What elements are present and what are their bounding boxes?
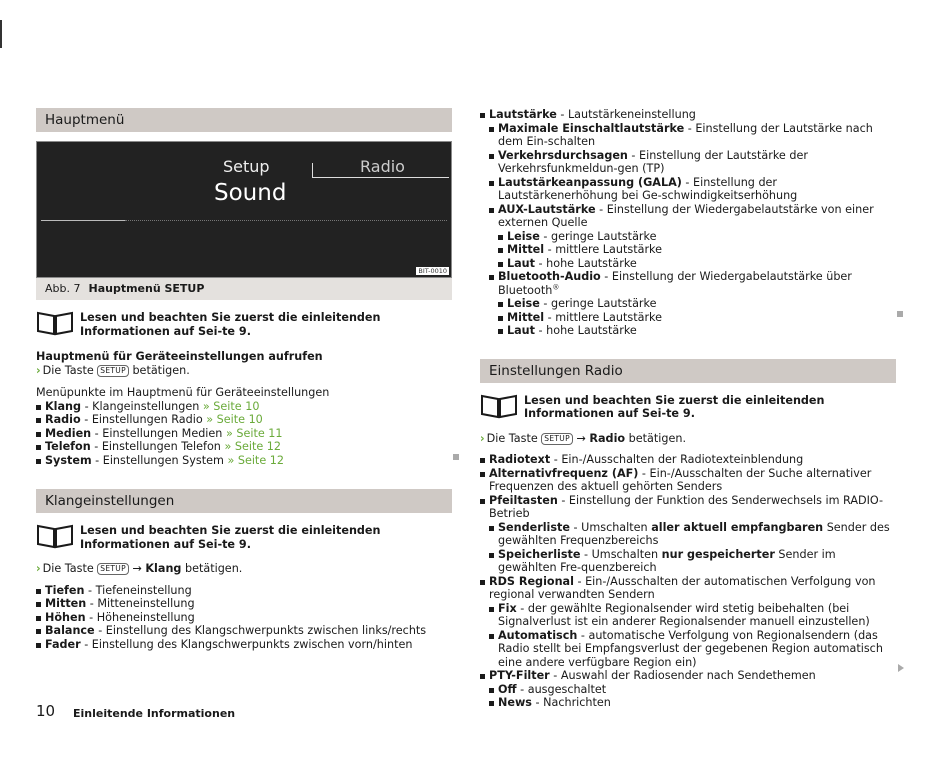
list-item xyxy=(489,149,896,176)
list-item xyxy=(36,454,452,468)
item-desc: - geringe Lautstärke xyxy=(539,229,657,243)
item-term: Verkehrsdurchsagen xyxy=(498,148,628,162)
list-item xyxy=(489,602,896,629)
list-item xyxy=(498,297,896,311)
list-item xyxy=(489,203,896,230)
figure-code: BIT-0010 xyxy=(418,267,447,275)
setup-key: SETUP xyxy=(97,563,129,575)
item-term: AUX-Lautstärke xyxy=(498,202,596,216)
list-item xyxy=(480,467,896,494)
item-desc: - hohe Lautstärke xyxy=(535,324,637,337)
item-desc: - Einstellungen Radio xyxy=(80,413,207,426)
item-term: Fader xyxy=(45,637,81,651)
step-text: Die Taste xyxy=(486,431,538,445)
item-term: Telefon xyxy=(45,440,91,453)
item-desc: - Ein-/Ausschalten der Suche alternativer Frequenzen des aktuell gehörten Senders xyxy=(489,466,872,493)
item-desc: - Einstellung der Wiedergabelautstärke über Bluetooth xyxy=(498,270,852,297)
item-desc: - Klangeinstellungen xyxy=(81,399,203,413)
list-item xyxy=(480,108,896,122)
item-desc: - Ein-/Ausschalten der Radiotexteinblendung xyxy=(550,453,804,466)
item-desc: - Einstellungen System xyxy=(91,453,228,467)
section-end-marker xyxy=(453,454,459,460)
open-book-icon xyxy=(36,523,74,549)
screen-dotted-line xyxy=(125,220,447,221)
list-item xyxy=(36,638,452,652)
list-item xyxy=(36,427,452,441)
list-item xyxy=(36,611,452,625)
list-item xyxy=(498,311,896,325)
step-arrow-icon: › xyxy=(36,562,41,575)
page-link[interactable]: » Seite 10 xyxy=(206,413,263,426)
list-item xyxy=(489,176,896,203)
item-term: Lautstärke xyxy=(489,108,557,121)
item-emphasis: aller aktuell empfangbaren xyxy=(651,520,824,534)
item-term: RDS Regional xyxy=(489,574,574,588)
right-column xyxy=(480,108,896,710)
note-text: Lesen und beachten Sie zuerst die einleitenden Informationen auf Sei-te 9. xyxy=(80,524,381,551)
item-desc: - automatische Verfolgung von Regionalsendern (das Radio stellt bei Empfangsverlust der gegebenen Region automatisch eine andere verfügbare Region ein) xyxy=(498,628,883,669)
setup-key: SETUP xyxy=(541,433,573,445)
screen-sound-label: Sound xyxy=(214,180,287,206)
list-item xyxy=(498,324,896,338)
item-term: Balance xyxy=(45,624,95,637)
item-desc: - Einstellungen Telefon xyxy=(90,440,225,453)
item-term: Maximale Einschaltlautstärke xyxy=(498,121,685,135)
page-link[interactable]: » Seite 10 xyxy=(202,399,260,413)
list-item xyxy=(36,584,452,598)
step-arrow-icon: › xyxy=(480,431,485,445)
page-link[interactable]: » Seite 12 xyxy=(224,440,282,453)
item-desc: - Auswahl der Radiosender nach Sendethemen xyxy=(549,669,816,682)
item-term: Radiotext xyxy=(489,453,551,466)
screen-selection-line xyxy=(41,220,125,221)
item-desc: - Umschalten xyxy=(570,520,652,534)
item-term: Leise xyxy=(507,297,540,310)
open-book-icon xyxy=(480,393,518,419)
item-desc: - mittlere Lautstärke xyxy=(544,243,663,256)
list-item xyxy=(36,413,452,427)
step-target: Radio xyxy=(589,431,626,445)
item-term: Medien xyxy=(45,426,92,440)
list-item xyxy=(489,696,896,710)
item-desc: - Einstellung des Klangschwerpunkts zwischen links/rechts xyxy=(94,624,427,637)
step-arrow-icon: › xyxy=(36,363,41,377)
left-column xyxy=(36,108,452,651)
note-block xyxy=(36,310,452,338)
item-desc: - Lautstärkeneinstellung xyxy=(556,108,696,121)
item-desc: - mittlere Lautstärke xyxy=(544,310,663,324)
list-item xyxy=(480,453,896,467)
section-heading-klang: Klangeinstellungen xyxy=(36,489,452,513)
list-item xyxy=(480,494,896,521)
item-term: Tiefen xyxy=(45,583,85,597)
item-desc: - Ein-/Ausschalten der automatischen Verfolgung von regional verwandten Sendern xyxy=(489,574,876,601)
list-item xyxy=(489,548,896,575)
item-term: Off xyxy=(498,682,517,696)
list-item xyxy=(489,521,896,548)
list-item xyxy=(489,122,896,149)
screen-setup-label: Setup xyxy=(223,157,270,176)
list-item xyxy=(36,597,452,611)
intro-text: Menüpunkte im Hauptmenü für Geräteeinstellungen xyxy=(36,386,330,399)
list-item xyxy=(489,629,896,670)
item-term: Radio xyxy=(45,413,81,426)
item-desc: - Einstellung der Lautstärke der Verkehrsfunkmeldun-gen (TP) xyxy=(498,148,808,175)
item-desc: - Einstellungen Medien xyxy=(91,426,226,440)
figure-caption xyxy=(36,278,452,300)
step-text: Die Taste xyxy=(42,363,94,377)
registered-mark: ® xyxy=(552,282,560,291)
item-term: Lautstärkeanpassung (GALA) xyxy=(498,175,682,189)
continue-arrow-icon xyxy=(898,664,904,672)
item-emphasis: nur gespeicherter xyxy=(661,547,775,561)
item-desc: - Umschalten xyxy=(580,547,662,561)
item-desc: - Mitteneinstellung xyxy=(86,597,195,610)
item-desc: - Einstellung der Funktion des Senderwechsels im RADIO-Betrieb xyxy=(489,493,884,520)
caption-label: Abb. 7 xyxy=(45,282,81,295)
screen-radio-label: Radio xyxy=(360,157,405,176)
note-block xyxy=(480,393,896,421)
list-item xyxy=(36,624,452,638)
section-heading-hauptmenu: Hauptmenü xyxy=(36,108,452,132)
item-term: Automatisch xyxy=(498,628,578,642)
item-term: PTY-Filter xyxy=(489,669,550,682)
step-arrow: → xyxy=(132,562,142,575)
item-desc: - Nachrichten xyxy=(531,696,611,709)
item-desc: - Einstellung der Wiedergabelautstärke von einer externen Quelle xyxy=(498,202,874,229)
item-desc: - Höheneinstellung xyxy=(85,610,195,624)
item-term: Mittel xyxy=(507,310,545,324)
list-item xyxy=(480,669,896,683)
section-end-marker xyxy=(897,311,903,317)
item-term: Laut xyxy=(507,324,535,337)
item-term: Fix xyxy=(498,601,517,615)
open-book-icon xyxy=(36,310,74,336)
item-desc: - der gewählte Regionalsender wird stetig beibehalten (bei Signalverlust ist ein anderer Regionalsender manuell einzustellen) xyxy=(498,601,870,628)
item-term: Höhen xyxy=(45,610,86,624)
footer-section-title: Einleitende Informationen xyxy=(73,707,236,720)
list-item xyxy=(480,575,896,602)
item-term: Alternativfrequenz (AF) xyxy=(489,466,639,480)
step-arrow: → xyxy=(576,431,586,445)
item-desc: Sender im gewählten Fre-quenzbereich xyxy=(498,547,836,574)
item-term: News xyxy=(498,696,532,709)
list-item xyxy=(498,230,896,244)
crop-mark xyxy=(0,20,2,48)
note-text: Lesen und beachten Sie zuerst die einleitenden Informationen auf Sei-te 9. xyxy=(524,393,825,420)
page-number: 10 xyxy=(36,702,56,720)
page-link[interactable]: » Seite 12 xyxy=(227,453,284,467)
item-term: Mitten xyxy=(45,597,87,610)
step-text: betätigen. xyxy=(628,431,687,445)
item-desc: - geringe Lautstärke xyxy=(539,297,657,310)
item-term: Bluetooth-Audio xyxy=(498,270,601,283)
item-desc: - Einstellung der Lautstärkenerhöhung bei Ge-schwindigkeitserhöhung xyxy=(498,175,798,202)
item-term: Senderliste xyxy=(498,520,570,534)
item-desc: - Tiefeneinstellung xyxy=(84,583,192,597)
item-desc: - Einstellung des Klangschwerpunkts zwischen vorn/hinten xyxy=(80,637,413,651)
list-item xyxy=(498,243,896,257)
step-text: betätigen. xyxy=(132,363,190,377)
item-term: Leise xyxy=(507,229,540,243)
section-heading-radio: Einstellungen Radio xyxy=(480,359,896,383)
list-item xyxy=(498,257,896,271)
list-item xyxy=(489,270,896,297)
step-text: Die Taste xyxy=(42,562,94,575)
step-line xyxy=(36,364,452,378)
step-line xyxy=(480,432,896,446)
item-term: Pfeiltasten xyxy=(489,493,558,507)
item-desc: - Einstellung der Lautstärke nach dem Ein-schalten xyxy=(498,121,873,148)
item-desc: - hohe Lautstärke xyxy=(535,256,637,270)
caption-title: Hauptmenü SETUP xyxy=(88,282,205,295)
page-link[interactable]: » Seite 11 xyxy=(225,426,283,440)
step-text: betätigen. xyxy=(184,562,243,575)
note-block xyxy=(36,523,452,551)
item-term: Mittel xyxy=(507,243,545,256)
note-text: Lesen und beachten Sie zuerst die einleitenden Informationen auf Sei-te 9. xyxy=(80,311,381,338)
item-desc: Sender des gewählten Frequenzbereichs xyxy=(498,520,890,547)
subheading: Hauptmenü für Geräteeinstellungen aufrufen xyxy=(36,350,323,363)
setup-key: SETUP xyxy=(97,365,129,377)
list-item xyxy=(36,400,452,414)
item-term: Klang xyxy=(45,399,82,413)
figure-setup-screen xyxy=(36,141,452,278)
item-term: System xyxy=(45,453,92,467)
step-line xyxy=(36,562,452,576)
item-desc: - ausgeschaltet xyxy=(516,682,607,696)
step-target: Klang xyxy=(145,562,182,575)
list-item xyxy=(489,683,896,697)
list-item xyxy=(36,440,452,454)
item-term: Speicherliste xyxy=(498,547,581,561)
item-term: Laut xyxy=(507,256,535,270)
